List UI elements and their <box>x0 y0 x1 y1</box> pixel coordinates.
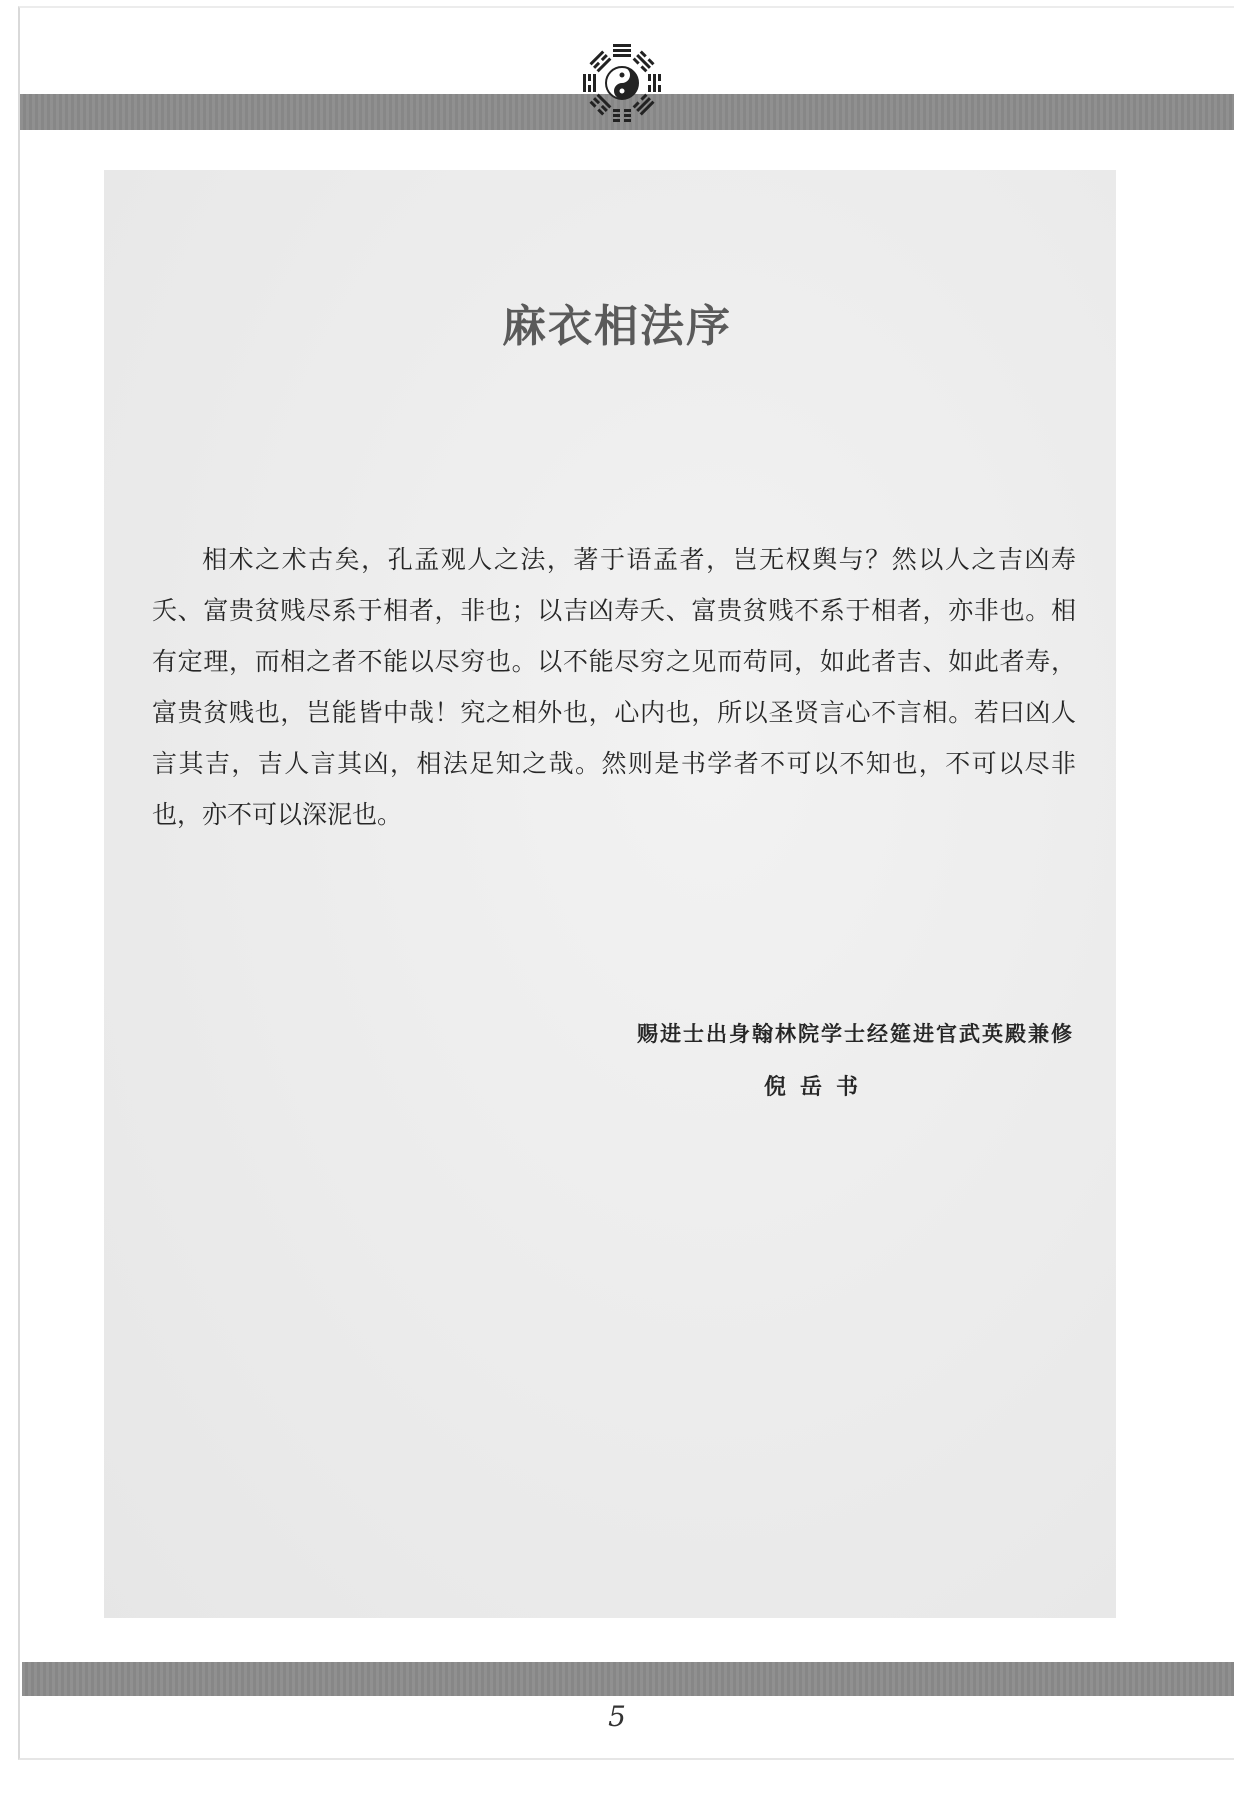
bagua-taiji-icon <box>577 38 667 128</box>
author-official-title: 赐进士出身翰林院学士经筵进官武英殿兼修 <box>637 1021 1074 1046</box>
page-title: 麻衣相法序 <box>502 301 732 352</box>
page-number: 5 <box>608 1700 626 1733</box>
preface-body-text: 相术之术古矣，孔孟观人之法，著于语孟者，岂无权舆与？然以人之吉凶寿夭、富贵贫贱尽系于相者，非也；以吉凶寿夭、富贵贫贱不系于相者，亦非也。相有定理，而相之者不能以尽穷也。以不能尽穷之见而苟同，如此者吉、如此者寿，富贵贫贱也，岂能皆中哉！究之相外也，心内也，所以圣贤言心不言相。若曰凶人言其吉，吉人言其凶，相法足知之哉。然则是书学者不可以不知也，不可以尽非也，亦不可以深泥也。 <box>152 545 1076 829</box>
content-panel <box>104 170 1116 1618</box>
footer-band <box>22 1662 1234 1696</box>
author-signature: 倪岳书 <box>764 1074 873 1100</box>
